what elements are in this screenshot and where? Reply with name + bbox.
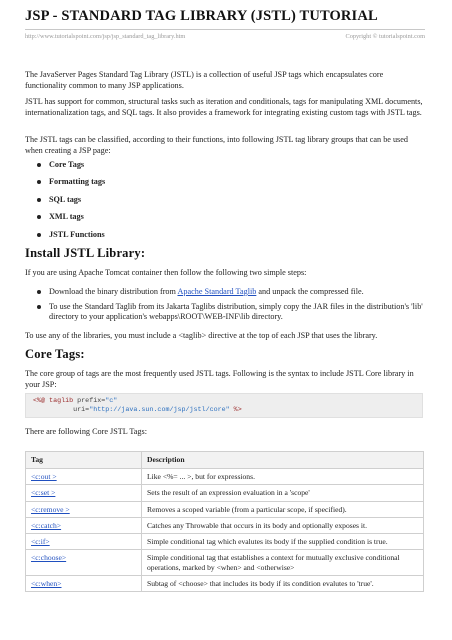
install-lead: If you are using Apache Tomcat container then follow the following two simple steps:	[25, 268, 307, 277]
description-cell: Simple conditional tag that establishes a context for mutually exclusive conditional operations, marked by <when> and <otherwise>	[142, 550, 424, 576]
description-cell: Simple conditional tag which evalutes its body if the supplied condition is true.	[142, 534, 424, 550]
table-header-row	[26, 452, 424, 469]
tag-cell	[26, 534, 142, 550]
intro-paragraph-2: JSTL has support for common, structural tasks such as iteration and conditionals, tags for manipulating XML documents, internationalization tags, and SQL tags. It also provides a framework for integrating existing custom tags with JSTL tags.	[25, 97, 423, 117]
tag-link[interactable]: <c:remove >	[31, 504, 70, 514]
step-1-text-post: and unpack the compressed file.	[256, 287, 364, 296]
section-heading-install: Install JSTL Library:	[25, 246, 146, 260]
description-cell: Removes a scoped variable (from a particular scope, if specified).	[142, 501, 424, 517]
install-steps	[25, 287, 425, 323]
code-directive-close: %>	[229, 406, 242, 414]
table-row	[26, 469, 424, 485]
header-divider	[25, 29, 425, 30]
tag-link[interactable]: <c:catch>	[31, 520, 62, 530]
tag-link[interactable]: <c:set >	[31, 488, 56, 498]
table-row	[26, 550, 424, 576]
intro-paragraph-1: The JavaServer Pages Standard Tag Library (JSTL) is a collection of useful JSP tags which encapsulates core functionality common to many JSP applications.	[25, 70, 384, 90]
list-item: SQL tags	[25, 195, 425, 212]
tag-cell	[26, 469, 142, 485]
table-row	[26, 534, 424, 550]
code-value-uri: "http://java.sun.com/jsp/jstl/core"	[89, 406, 230, 414]
list-item: XML tags	[25, 212, 425, 229]
section-heading-core: Core Tags:	[25, 347, 85, 361]
code-indent	[33, 406, 73, 414]
column-header-tag: Tag	[26, 452, 142, 469]
tag-link[interactable]: <c:when>	[31, 579, 62, 589]
source-url[interactable]: http://www.tutorialspoint.com/jsp/jsp_standard_tag_library.htm	[25, 33, 186, 40]
copyright-notice: Copyright © tutorialspoint.com	[345, 33, 425, 40]
install-step-2: To use the Standard Taglib from its Jakarta Taglibs distribution, simply copy the JAR files in the distribution's 'lib' directory to your application's webapps\ROOT\WEB-INF\lib directory.	[25, 302, 425, 323]
description-cell: Subtag of <choose> that includes its body if its condition evalutes to 'true'.	[142, 576, 424, 592]
list-item: Core Tags	[25, 160, 425, 177]
apache-taglib-link[interactable]: Apache Standard Taglib	[177, 287, 257, 296]
column-header-description: Description	[142, 452, 424, 469]
page-title: JSP - STANDARD TAG LIBRARY (JSTL) TUTORIAL	[25, 8, 378, 24]
tag-group-list	[25, 160, 425, 247]
core-tags-table	[25, 451, 424, 592]
code-directive-open: <%@ taglib	[33, 397, 78, 405]
list-item: Formatting tags	[25, 177, 425, 194]
description-cell: Catches any Throwable that occurs in its body and optionally exposes it.	[142, 517, 424, 533]
step-1-text-pre: Download the binary distribution from	[49, 287, 178, 296]
tag-link[interactable]: <c:out >	[31, 472, 57, 481]
code-value-prefix: "c"	[105, 397, 118, 405]
tag-cell	[26, 550, 142, 576]
code-line-2	[33, 406, 422, 415]
tag-link[interactable]: <c:if>	[31, 537, 50, 547]
intro-paragraph-3: The JSTL tags can be classified, according to their functions, into following JSTL tag library groups that can be used when creating a JSP page:	[25, 135, 408, 155]
code-attr-uri: uri=	[73, 406, 90, 414]
code-line-1	[33, 397, 422, 406]
table-row	[26, 517, 424, 533]
tag-cell	[26, 517, 142, 533]
install-note: To use any of the libraries, you must include a <taglib> directive at the top of each JSP that uses the library.	[25, 331, 378, 340]
core-description: The core group of tags are the most frequently used JSTL tags. Following is the syntax to include JSTL Core library in your JSP:	[25, 369, 414, 389]
code-block[interactable]	[25, 393, 423, 418]
description-cell: Like <%= ... >, but for expressions.	[142, 469, 424, 485]
table-intro: There are following Core JSTL Tags:	[25, 427, 147, 436]
table-row	[26, 485, 424, 501]
description-cell: Sets the result of an expression evaluation in a 'scope'	[142, 485, 424, 501]
table-row	[26, 501, 424, 517]
code-attr-prefix: prefix=	[77, 397, 106, 405]
table-row	[26, 576, 424, 592]
install-step-1	[25, 287, 425, 298]
list-item: JSTL Functions	[25, 230, 425, 247]
tag-cell	[26, 576, 142, 592]
tag-link[interactable]: <c:choose>	[31, 553, 67, 563]
tag-cell	[26, 501, 142, 517]
tag-cell	[26, 485, 142, 501]
